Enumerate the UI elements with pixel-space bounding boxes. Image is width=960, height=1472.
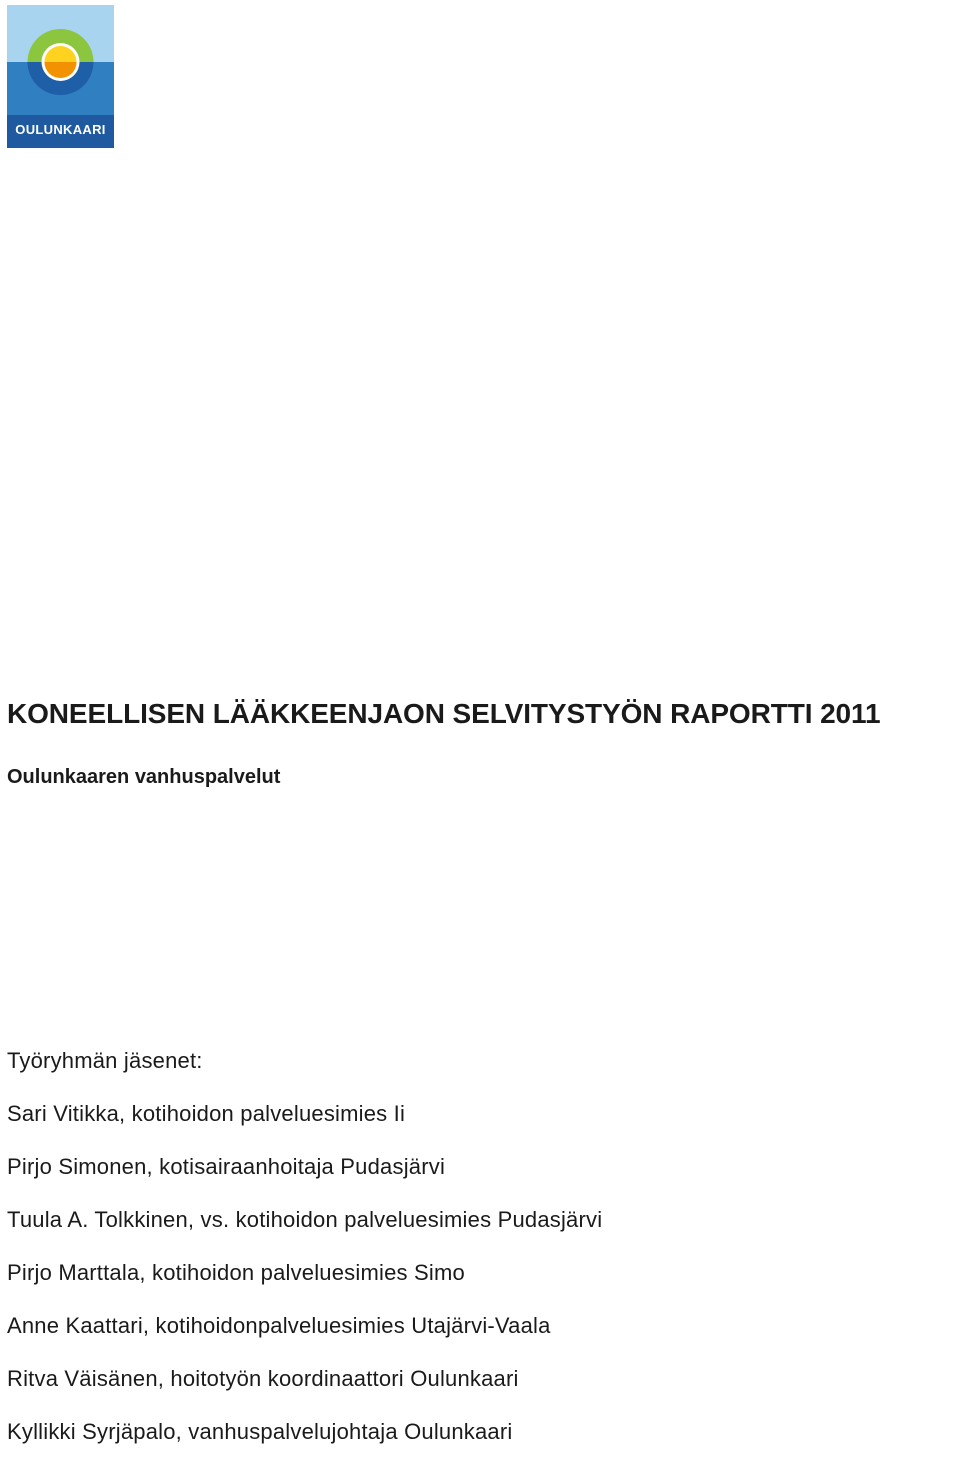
oulunkaari-logo [7,5,114,148]
member-entry: Pirjo Simonen, kotisairaanhoitaja Pudasjärvi [7,1154,446,1179]
member-entry: Pirjo Marttala, kotihoidon palveluesimies Simo [7,1260,465,1285]
member-entry: Tuula A. Tolkkinen, vs. kotihoidon palveluesimies Pudasjärvi [7,1207,603,1232]
logo-graphic [7,5,114,148]
working-group-heading: Työryhmän jäsenet: [7,1048,203,1073]
member-entry: Kyllikki Syrjäpalo, vanhuspalvelujohtaja Oulunkaari [7,1419,513,1444]
member-entry: Anne Kaattari, kotihoidonpalveluesimies Utajärvi-Vaala [7,1313,551,1338]
logo-text: OULUNKAARI [15,122,106,137]
report-subtitle: Oulunkaaren vanhuspalvelut [7,766,281,788]
member-entry: Ritva Väisänen, hoitotyön koordinaattori Oulunkaari [7,1366,519,1391]
working-group-list [7,1048,602,1472]
member-entry: Sari Vitikka, kotihoidon palveluesimies Ii [7,1101,406,1126]
report-title: KONEELLISEN LÄÄKKEENJAON SELVITYSTYÖN RAPORTTI 2011 [7,698,881,729]
